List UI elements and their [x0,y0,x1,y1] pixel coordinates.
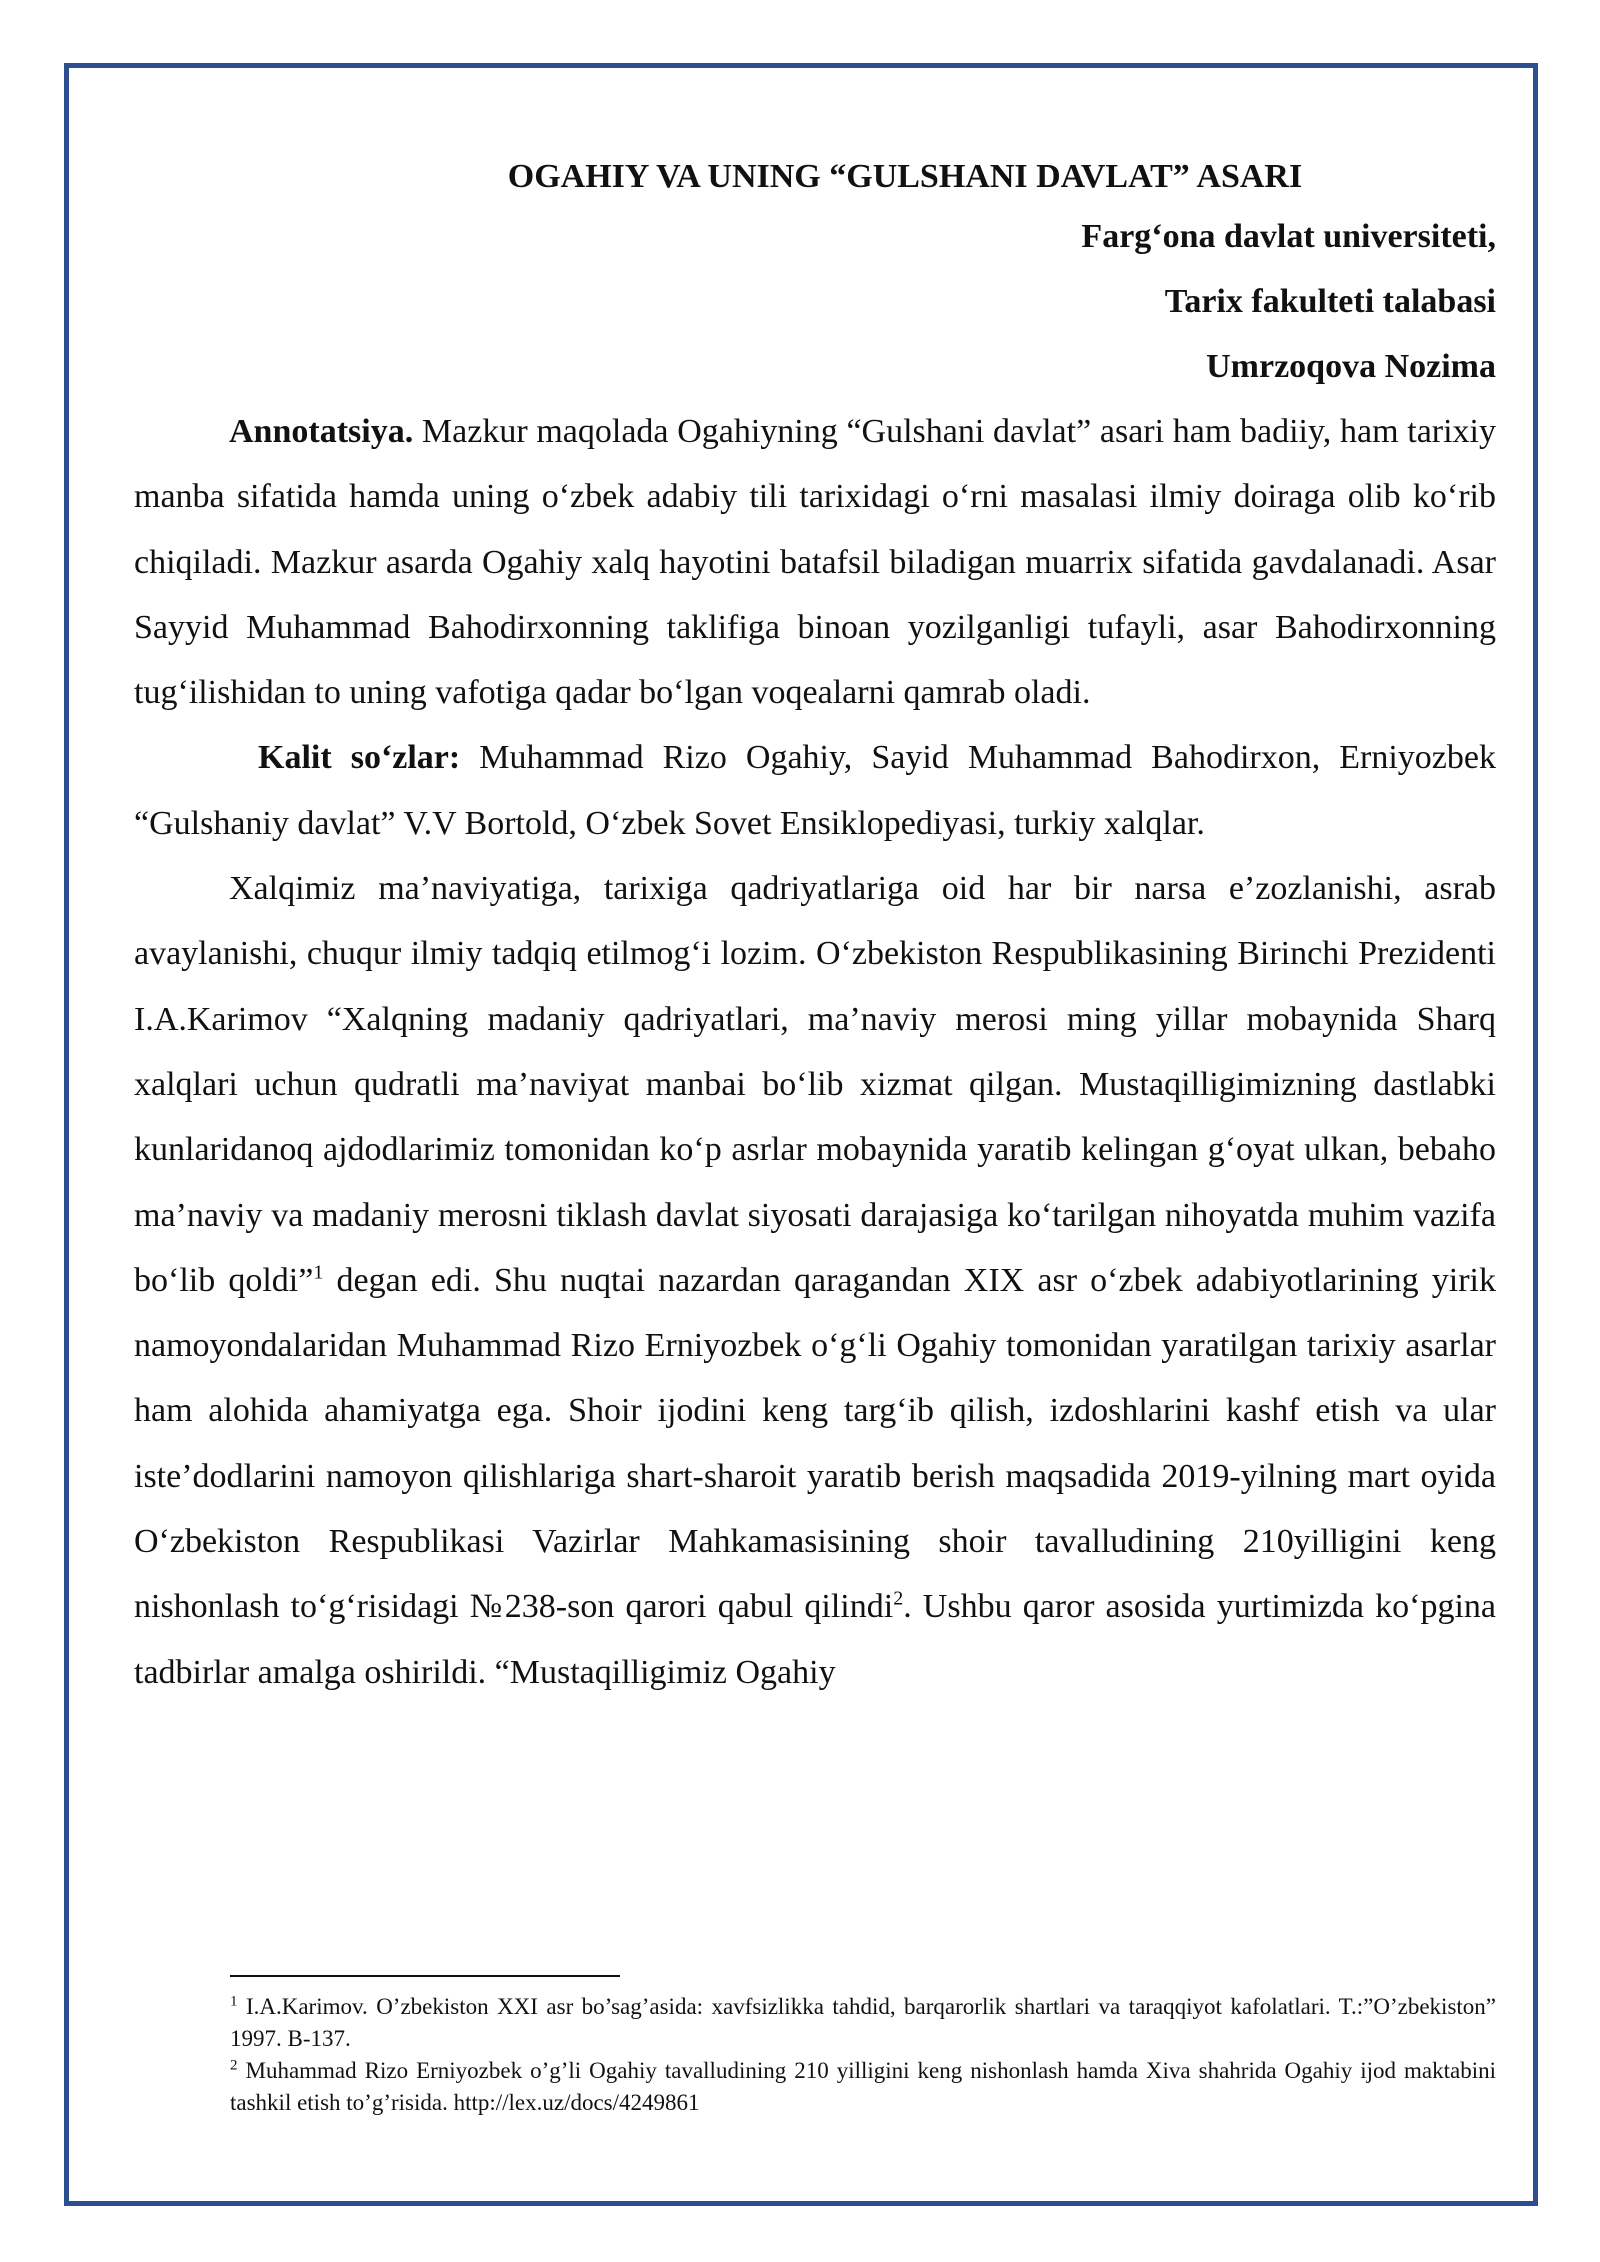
faculty-name: Tarix fakulteti talabasi [1164,283,1496,320]
keywords-text: Muhammad Rizo Ogahiy, Sayid Muhammad Bahodirxon, Erniyozbek “Gulshaniy davlat” V.V Bortold, O‘zbek Sovet Ensiklopediyasi, turkiy xalqlar. [134,739,1496,842]
footnote-1 [230,1991,1496,2055]
university-name: Farg‘ona davlat universiteti, [1081,218,1496,255]
keywords-label: Kalit so‘zlar: [258,739,461,777]
body-text-part1: Xalqimiz ma’naviyatiga, tarixiga qadriyatlariga oid har bir narsa e’zozlanishi, asrab avaylanishi, chuqur ilmiy tadqiq etilmog‘i lozim. O‘zbekiston Respublikasining Birinchi Prezidenti I.A.Karimov “Xalqning madaniy qadriyatlari, ma’naviy merosi ming yillar mobaynida Sharq xalqlari uchun qudratli ma’naviyat manbai bo‘lib xizmat qilgan. Mustaqilligimizning dastlabki kunlaridanoq ajdodlarimiz tomonidan ko‘p asrlar mobaynida yaratib kelingan g‘oyat ulkan, bebaho ma’naviy va madaniy merosni tiklash davlat siyosati darajasiga ko‘tarilgan nihoyatda muhim vazifa bo‘lib qoldi” [134,870,1496,1299]
article-body [134,150,1496,1705]
footnote-text-2[interactable]: Muhammad Rizo Erniyozbek o’g’li Ogahiy tavalludining 210 yilligini keng nishonlash hamda Xiva shahrida Ogahiy ijod maktabini tashkil etish to’g’risida. http://lex.uz/docs/4249861 [230,2058,1496,2115]
footnote-text-1: I.A.Karimov. O’zbekiston XXI asr bo’sag’asida: xavfsizlikka tahdid, barqarorlik shartlari va taraqqiyot kafolatlari. T.:”O’zbekiston” 1997. B-137. [230,1994,1496,2051]
article-title: OGAHIY VA UNING “GULSHANI DAVLAT” ASARI [507,158,1303,195]
annotation-label: Annotatsiya. [229,413,414,450]
footnote-mark-2: 2 [230,2057,238,2074]
author-name: Umrzoqova Nozima [1206,348,1496,385]
footnote-separator [230,1975,620,1977]
footnote-ref-2[interactable]: 2 [893,1588,904,1611]
keywords-paragraph [134,725,1496,856]
body-paragraph [134,856,1496,1705]
annotation-paragraph [134,399,1496,725]
body-text-part2: degan edi. Shu nuqtai nazardan qaragandan XIX asr o‘zbek adabiyotlarining yirik namoyondalaridan Muhammad Rizo Erniyozbek o‘g‘li Ogahiy tomonidan yaratilgan tarixiy asarlar ham alohida ahamiyatga ega. Shoir ijodini keng targ‘ib qilish, izdoshlarini kashf etish va ular iste’dodlarini namoyon qilishlariga shart-sharoit yaratib berish maqsadida 2019-yilning mart oyida O‘zbekiston Respublikasi Vazirlar Mahkamasisining shoir tavalludining 210yilligini keng nishonlash to‘g‘risidagi №238-son qarori qabul qilindi [134,1261,1496,1626]
footnotes-section [230,1975,1496,2119]
footnote-2 [230,2055,1496,2119]
body-text-part3: . Ushbu qaror asosida yurtimizda ko‘pgina tadbirlar amalga oshirildi. “Mustaqilligimiz Ogahiy [134,1588,1496,1691]
footnote-ref-1[interactable]: 1 [313,1261,324,1284]
footnote-mark-1: 1 [230,1993,238,2010]
annotation-text: Mazkur maqolada Ogahiyning “Gulshani davlat” asari ham badiiy, ham tarixiy manba sifatida hamda uning o‘zbek adabiy tili tarixidagi o‘rni masalasi ilmiy doiraga olib ko‘rib chiqiladi. Mazkur asarda Ogahiy xalq hayotini batafsil biladigan muarrix sifatida gavdalanadi. Asar Sayyid Muhammad Bahodirxonning taklifiga binoan yozilganligi tufayli, asar Bahodirxonning tug‘ilishidan to uning vafotiga qadar bo‘lgan voqealarni qamrab oladi. [134,413,1496,712]
